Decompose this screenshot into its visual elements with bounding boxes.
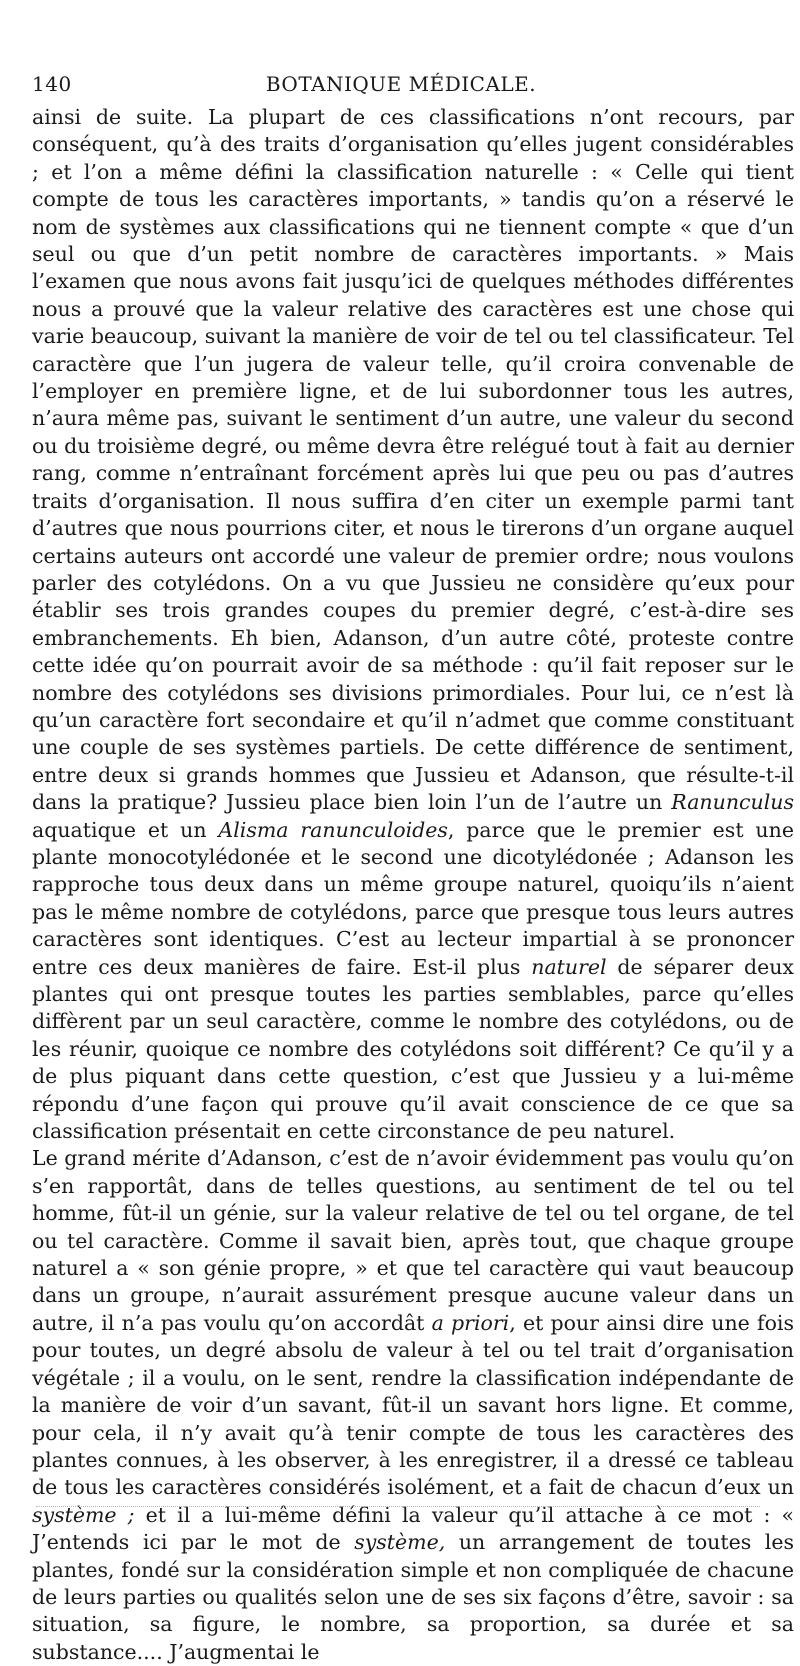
paragraph-2-text-4: un arrangement de toutes les plantes, fondé sur la considération simple et non compliquée de chacune de leurs parties ou qualités selon une de ses six façons d’être, savoir : sa situation, sa figure, le nombre, sa proportion, sa durée et sa substance.... J’augmentai le — [32, 1530, 794, 1664]
paragraph-1-italic-2: Alisma ranunculoides — [218, 817, 448, 842]
footer-rule — [36, 1506, 760, 1507]
paragraph-2-italic-1: a priori — [431, 1310, 510, 1335]
page-number: 140 — [32, 72, 72, 96]
paragraph-1-italic-1: Ranunculus — [671, 790, 794, 815]
paragraph-1-italic-3: naturel — [531, 954, 607, 979]
paragraph-2-italic-2: système ; — [32, 1502, 135, 1527]
paragraph-1-text-3: , parce que le premier est une plante monocotylédonée et le second une dicotylédonée ; Adanson les rapproche tous deux dans un même groupe naturel, quoiqu’ils n’aient pas le même nombre de cotylédons, parce que presque tous leurs autres caractères sont identiques. C’est au lecteur impartial à se prononcer entre ces deux manières de faire. Est-il plus — [32, 817, 794, 979]
page-header — [32, 68, 770, 98]
paragraph-1 — [32, 104, 794, 1145]
paragraph-1-text-4: de séparer deux plantes qui ont presque toutes les parties semblables, parce qu’elles diffèrent par un seul caractère, comme le nombre des cotylédons, ou de les réunir, quoique ce nombre des cotylédons soit différent? Ce qu’il y a de plus piquant dans cette question, c’est que Jussieu y a lui-même répondu d’une façon qui prouve qu’il avait conscience de ce que sa classification présentait en cette circonstance de peu naturel. — [32, 954, 794, 1144]
paragraph-1-text-2: aquatique et un — [32, 817, 219, 842]
running-title: BOTANIQUE MÉDICALE. — [265, 72, 537, 96]
paragraph-2-text-1: Le grand mérite d’Adanson, c’est de n’avoir évidemment pas voulu qu’on s’en rapportât, dans de telles questions, au sentiment de tel ou tel homme, fût-il un génie, sur la valeur relative de tel ou tel organe, de tel ou tel caractère. Comme il savait bien, après tout, que chaque groupe naturel a « son génie propre, » et que tel caractère qui vaut beaucoup dans un groupe, n’aurait assurément presque aucune valeur dans un autre, il n’a pas voulu qu’on accordât — [32, 1146, 794, 1335]
paragraph-2 — [32, 1145, 794, 1666]
paragraph-2-italic-3: système, — [354, 1530, 446, 1555]
paragraph-2-text-3: et il a lui-même défini la valeur qu’il attache à ce mot : « J’entends ici par le mot de — [32, 1502, 794, 1555]
page-body — [32, 104, 794, 1666]
paragraph-1-text-1: ainsi de suite. La plupart de ces classifications n’ont recours, par conséquent, qu’à des traits d’organisation qu’elles jugent considérables ; et l’on a même défini la classification naturelle : « Celle qui tient compte de tous les caractères importants, » tandis qu’on a réservé le nom de systèmes aux classifications qui ne tiennent compte « que d’un seul ou que d’un petit nombre de caractères importants. » Mais l’examen que nous avons fait jusqu’ici de quelques méthodes différentes nous a prouvé que la valeur relative des caractères est une chose qui varie beaucoup, suivant la manière de voir de tel ou tel classificateur. Tel caractère que l’un jugera de valeur telle, qu’il croira convenable de l’employer en première ligne, et de lui subordonner tous les autres, n’aura même pas, suivant le sentiment d’un autre, une valeur du second ou du troisième degré, ou même devra être relégué tout à fait au dernier rang, comme n’entraînant forcément après lui que peu ou pas d’autres traits d’organisation. Il nous suffira d’en citer un exemple parmi tant d’autres que nous pourrions citer, et nous le tirerons d’un organe auquel certains auteurs ont accordé une valeur de premier ordre; nous voulons parler des cotylédons. On a vu que Jussieu ne considère qu’eux pour établir ses trois grandes coupes du premier degré, c’est-à-dire ses embranchements. Eh bien, Adanson, d’un autre côté, proteste contre cette idée qu’on pourrait avoir de sa méthode : qu’il fait reposer sur le nombre des cotylédons ses divisions primordiales. Pour lui, ce n’est là qu’un caractère fort secondaire et qu’il n’admet que comme constituant une couple de ses systèmes partiels. De cette différence de sentiment, entre deux si grands hommes que Jussieu et Adanson, que résulte-t-il dans la pratique? Jussieu place bien loin l’un de l’autre un — [32, 105, 794, 815]
paragraph-2-text-2: , et pour ainsi dire une fois pour toutes, un degré absolu de valeur à tel ou tel trait d’organisation végétale ; il a voulu, on le sent, rendre la classification indépendante de la manière de voir d’un savant, fût-il un savant hors ligne. Et comme, pour cela, il n’y avait qu’à tenir compte de tous les caractères des plantes connues, à les observer, à les enregistrer, il a dressé ce tableau de tous les caractères considérés isolément, et a fait de chacun d’eux un — [32, 1310, 795, 1500]
